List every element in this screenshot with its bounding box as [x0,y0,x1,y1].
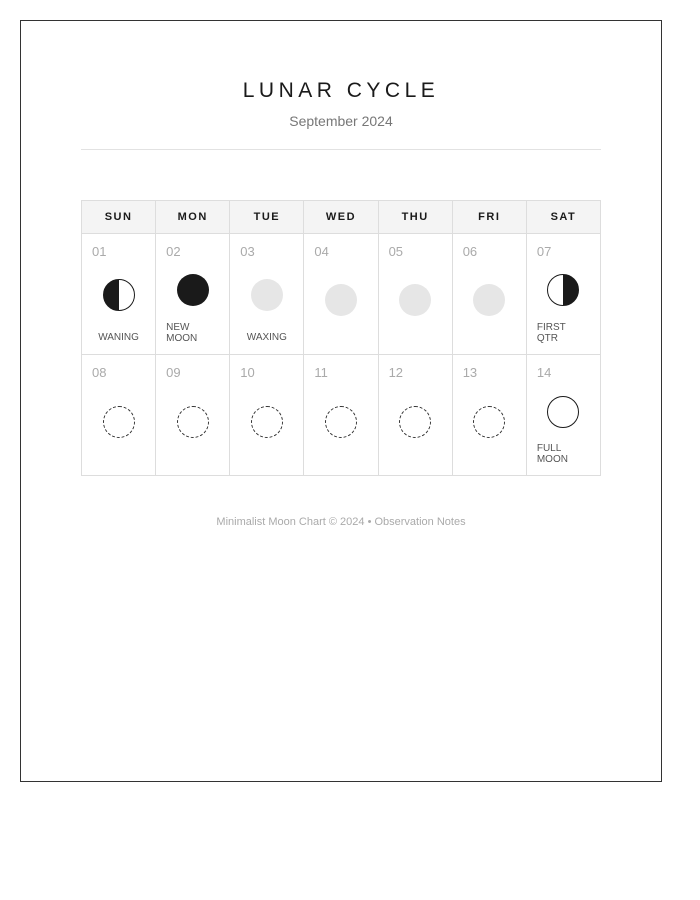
day-number: 04 [314,244,329,259]
footer-text: Minimalist Moon Chart © 2024 • Observation Notes [216,516,466,528]
weekday-sun: SUN [82,201,156,234]
day-cell [82,355,156,476]
day-cell [156,234,230,355]
phase-label: WANING [98,332,139,343]
gray-moon-icon [399,284,431,316]
day-number: 02 [166,244,181,259]
full-moon-icon [547,396,579,428]
day-cell [304,355,378,476]
phase-label: NEW MOON [166,322,198,344]
day-cell [378,234,452,355]
phase-label: FIRST QTR [536,322,566,344]
day-number: 01 [92,244,107,259]
day-number: 13 [462,365,478,380]
page-frame [20,20,662,782]
gray-moon-icon [473,284,505,316]
day-cell [452,355,526,476]
divider [81,149,601,150]
day-number: 11 [314,365,328,380]
day-number: 07 [536,244,552,259]
day-cell [526,234,600,355]
day-cell [378,355,452,476]
day-number: 14 [536,365,552,380]
day-number: 12 [388,365,404,380]
day-number: 03 [240,244,255,259]
day-number: 10 [240,365,255,380]
day-number: 06 [462,244,478,259]
weekday-mon: MON [156,201,230,234]
dashed-moon-icon [399,406,431,438]
dashed-moon-icon [473,406,505,438]
day-number: 08 [92,365,107,380]
day-cell [452,234,526,355]
dashed-moon-icon [103,406,135,438]
dashed-moon-icon [177,406,209,438]
week-row [82,234,601,355]
weekday-header-row [82,201,601,234]
day-number: 09 [166,365,181,380]
weekday-thu: THU [378,201,452,234]
gray-moon-icon [251,279,283,311]
day-cell [304,234,378,355]
page-subtitle: September 2024 [289,113,393,129]
day-cell [230,355,304,476]
day-number: 05 [388,244,404,259]
day-cell [156,355,230,476]
dashed-moon-icon [251,406,283,438]
lunar-calendar [81,200,601,476]
day-cell [526,355,600,476]
new-moon-icon [177,274,209,306]
day-cell [230,234,304,355]
waning-half-moon-icon [103,279,135,311]
day-cell [82,234,156,355]
phase-label: WAXING [246,332,287,343]
page-title: LUNAR CYCLE [242,79,440,102]
week-row [82,355,601,476]
weekday-wed: WED [304,201,378,234]
weekday-sat: SAT [526,201,600,234]
gray-moon-icon [325,284,357,316]
first-quarter-moon-icon [547,274,579,306]
phase-label: FULL MOON [536,443,568,465]
dashed-moon-icon [325,406,357,438]
weekday-tue: TUE [230,201,304,234]
weekday-fri: FRI [452,201,526,234]
